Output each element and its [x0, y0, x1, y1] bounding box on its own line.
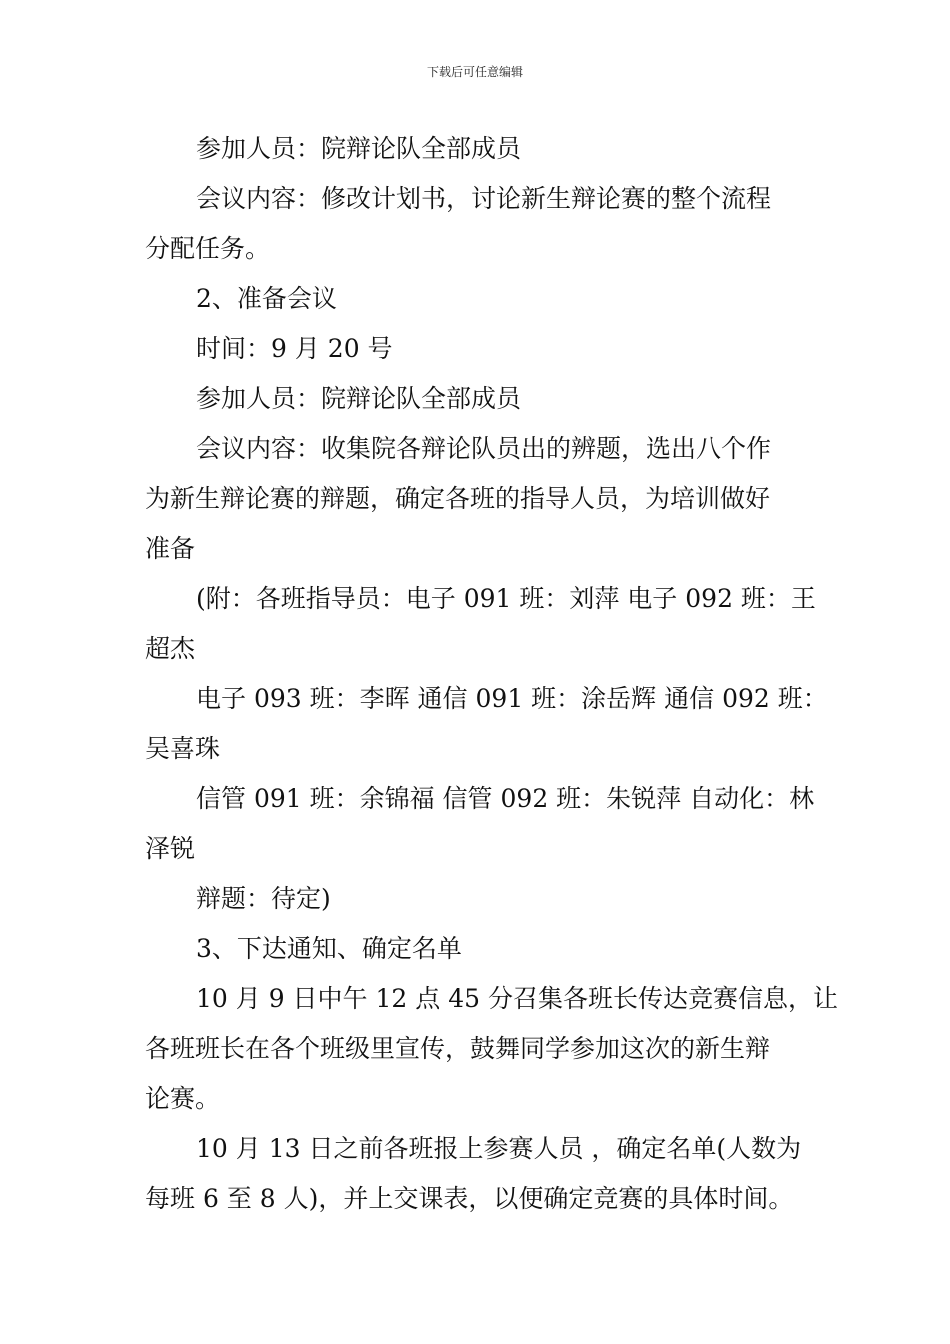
text-line: 吴喜珠 — [145, 734, 221, 763]
text-line: 超杰 — [145, 634, 196, 663]
text-line: 泽锐 — [145, 834, 196, 863]
text-line: 准备 — [145, 534, 196, 563]
text-line: 论赛。 — [145, 1084, 221, 1113]
text-line: 10 月 13 日之前各班报上参赛人员 ，确定名单(人数为 — [196, 1134, 802, 1163]
text-line: 各班班长在各个班级里宣传，鼓舞同学参加这次的新生辩 — [145, 1034, 771, 1063]
text-line: 信管 091 班：余锦福 信管 092 班：朱锐萍 自动化：林 — [196, 784, 815, 813]
document-body — [145, 124, 838, 1224]
text-line: 会议内容：修改计划书，讨论新生辩论赛的整个流程 — [196, 184, 772, 213]
text-line: 每班 6 至 8 人)，并上交课表，以便确定竞赛的具体时间。 — [145, 1184, 794, 1213]
text-line: 为新生辩论赛的辩题，确定各班的指导人员，为培训做好 — [145, 484, 771, 513]
text-line: 时间：9 月 20 号 — [196, 334, 393, 363]
text-line: 参加人员：院辩论队全部成员 — [196, 134, 522, 163]
text-line: 会议内容：收集院各辩论队员出的辨题，选出八个作 — [196, 434, 772, 463]
section-heading: 3、下达通知、确定名单 — [196, 934, 462, 963]
text-line: (附：各班指导员：电子 091 班：刘萍 电子 092 班：王 — [196, 584, 816, 613]
section-heading: 2、准备会议 — [196, 284, 337, 313]
text-line: 辩题：待定) — [196, 884, 331, 913]
text-line: 参加人员：院辩论队全部成员 — [196, 384, 522, 413]
page-header-note: 下载后可任意编辑 — [426, 65, 523, 79]
text-line: 10 月 9 日中午 12 点 45 分召集各班长传达竞赛信息，让 — [196, 984, 838, 1013]
text-line: 电子 093 班：李晖 通信 091 班：涂岳辉 通信 092 班： — [196, 684, 828, 713]
text-line: 分配任务。 — [145, 234, 271, 263]
